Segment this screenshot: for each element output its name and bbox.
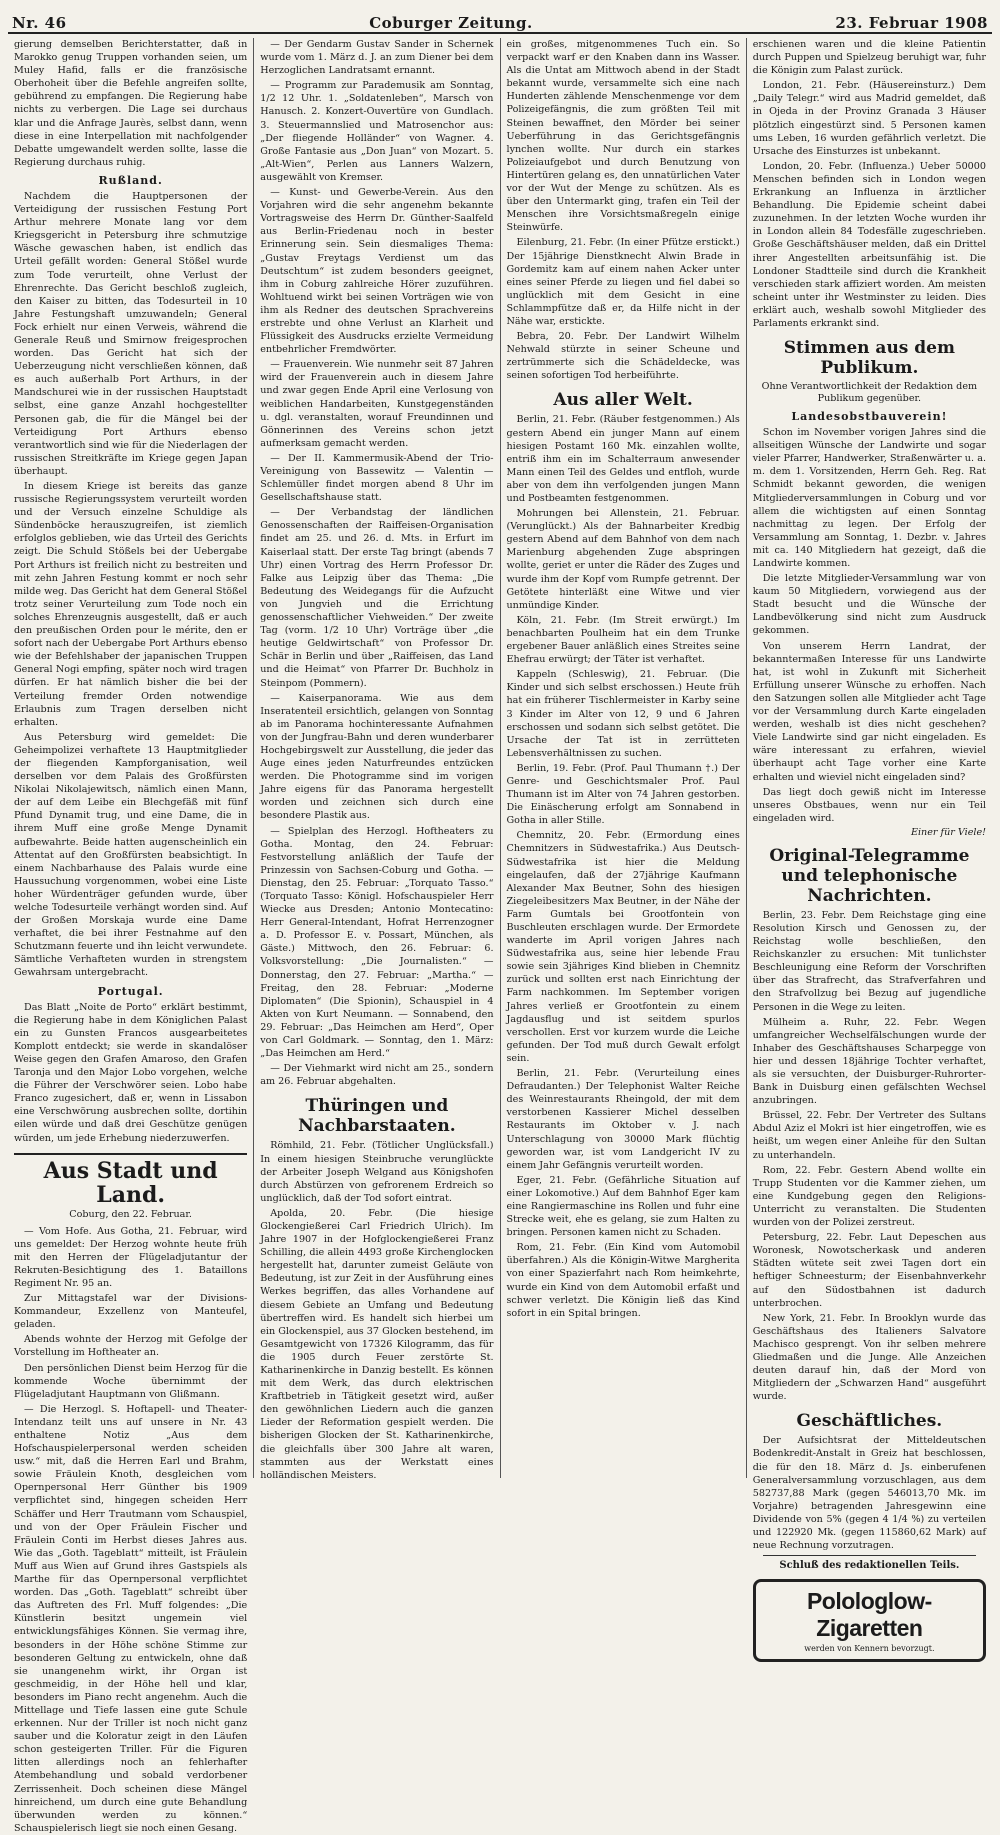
article-text: ein großes, mitgenommenes Tuch ein. So verpackt warf er den Knaben dann ins Wasser. Als die Untat am Mittwoch abend in der Stadt bekannt wurde, versammelte sich eine nach Hunderten zählende Menschenmenge vor dem Polizeigefängnis, die zum größten Teil mit Steinen bewaffnet, den Mörder bei seiner Ueberführung in das Gerichtsgefängnis lynchen wollte. Nur durch ein starkes Polizeiaufgebot und durch Benutzung von Hintertüren gelang es, den unnatürlichen Vater vor der Wut der Menge zu schützen. Als es über den Untermarkt ging, trafen ein Teil der Menschen ihre Vorsichtsmaßregeln einige Steinwürfe.: [506, 39, 740, 234]
article-text: — Programm zur Parademusik am Sonntag, 1/2 12 Uhr. 1. „Soldatenleben“, Marsch von Hanusch. 2. Konzert-Ouvertüre von Gundlach. 3. Steuermannslied und Matrosenchor aus: „Der fliegende Holländer“ von Wagner. 4. Große Fantasie aus „Don Juan“ von Mozart. 5. „Alt-Wien“, Perlen aus Lanners Walzern, ausgewählt von Kremser.: [260, 80, 494, 183]
article-text: Abends wohnte der Herzog mit Gefolge der Vorstellung im Hoftheater an.: [14, 1334, 248, 1359]
article-text: London, 20. Febr. (Influenza.) Ueber 50000 Menschen befinden sich in London wegen Erkrankung an Influenza in ärztlicher Behandlung. Die Epidemie scheint dabei zuzunehmen. In der letzten Woche wurden ihr in London allein 84 Todesfälle zugeschrieben. Große Geschäftshäuser melden, daß ein Drittel ihrer Angestellten arbeitsunfähig ist. Die Londoner Stadtteile sind durch die Krankheit verschieden stark affiziert worden. Am meisten scheint unter ihr Westminster zu leiden. Dies erklärt auch, weshalb sowohl Mitglieder des Parlaments erkrankt sind.: [752, 160, 986, 329]
article-text: Mohrungen bei Allenstein, 21. Februar. (Verunglückt.) Als der Bahnarbeiter Kredbig gestern Abend auf dem Bahnhof von dem nach Marienburg abgehenden Zuge abspringen wollte, geriet er unter die Räder des Zuges und wurde ihm der Kopf vom Rumpfe getrennt. Der Getötete hinterläßt eine Witwe und vier unmündige Kinder.: [506, 508, 740, 611]
article-text: gierung demselben Berichterstatter, daß in Marokko genug Truppen vorhanden seien, um Muley Hafid, falls er die französische Oberhoheit über die Befehle angreifen sollte, gebührend zu empfangen. Die Regierung habe nichts zu verbergen. Die Lage sei durchaus klar und die Anfrage Jaurès, selbst dann, wenn diese in eine Interpellation mit nachfolgender Debatte umgewandelt werden sollte, lasse die Regierung durchaus ruhig.: [14, 39, 248, 168]
section-title: Original-Telegramme und telephonische Nachrichten.: [769, 845, 970, 906]
divider: [763, 1555, 976, 1556]
article-text: Zur Mittagstafel war der Divisions-Kommandeur, Exzellenz von Manteufel, geladen.: [14, 1293, 248, 1331]
article-text: — Frauenverein. Wie nunmehr seit 87 Jahren wird der Frauenverein auch in diesem Jahre und zwar gegen Ende April eine Verlosung von weiblichen Handarbeiten, Kunstgegenständen u. dgl. veranstalten, worauf Freundinnen und Gönnerinnen des Vereins schon jetzt aufmerksam gemacht werden.: [260, 359, 494, 449]
column-4: [747, 38, 992, 1654]
article-text: — Der Verbandstag der ländlichen Genossenschaften der Raiffeisen-Organisation findet am 25. und 26. d. Mts. in Erfurt im Kaiserlaal statt. Der erste Tag bringt (abends 7 Uhr) einen Vortrag des Herrn Professor Dr. Falke aus Leipzig über das Thema: „Die Bedeutung des Weidegangs für die Aufzucht von Jungvieh und die Errichtung genossenschaftlicher Viehweiden.“ Der zweite Tag (vorm. 1/2 10 Uhr) Vorträge über „die heutige Geldwirtschaft“ von Professor Dr. Schär in Berlin und über „Raiffeisen, das Land und die Heimat“ von Pfarrer Dr. Buchholz in Steinpom (Pommern).: [260, 507, 494, 689]
article-text: New York, 21. Febr. In Brooklyn wurde das Geschäftshaus des Italieners Salvatore Machisco gesprengt. Von ihr selben mehrere Gliedmaßen und die Junge. Alle Anzeichen deuten darauf hin, daß der Mord von Mitgliedern der „Schwarzen Hand“ ausgeführt wurde.: [752, 1312, 986, 1403]
article-text: — Vom Hofe. Aus Gotha, 21. Februar, wird uns gemeldet: Der Herzog wohnte heute früh mit den Herren der Flügeladjutantur der Rekruten-Besichtigung des 1. Bataillons Regiment Nr. 95 an.: [14, 1225, 248, 1289]
article-text: erschienen waren und die kleine Patientin durch Puppen und Spielzeug beruhigt war, fuhr die Königin zum Palast zurück.: [752, 39, 986, 77]
article-text: Eger, 21. Febr. (Gefährliche Situation auf einer Lokomotive.) Auf dem Bahnhof Eger kam eine Rangiermaschine ins Rollen und fuhr eine Strecke weit, ehe es gelang, sie zum Halten zu bringen. Personen kamen nicht zu Schaden.: [506, 1174, 740, 1239]
article-text: Chemnitz, 20. Febr. (Ermordung eines Chemnitzers in Südwestafrika.) Aus Deutsch-Südwestafrika ist hier die Meldung eingelaufen, daß der 27jährige Kaufmann Alexander Max Beutner, Sohn des hiesigen Ziegeleibesitzers Max Beutner, in der Nähe der Farm Gumtals bei Grootfontein von Buschleuten erschlagen wurde. Der Ermordete wanderte im April vorigen Jahres nach Südwestafrika aus, seine hier lebende Frau sowie sein 3jähriges Kind blieben in Chemnitz zurück und sollten erst nach Einrichtung der Farm nachkommen. Im September vorigen Jahres verließ er Grootfontein zu einem Jagdausflug und ist seitdem spurlos verschollen. Erst vor kurzem wurde die Leiche gefunden. Der Tod muß durch Gewalt erfolgt sein.: [506, 830, 740, 1064]
newspaper-title: Coburger Zeitung.: [369, 14, 533, 32]
article-text: Petersburg, 22. Febr. Laut Depeschen aus Woronesk, Nowotscherkask und anderen Städten wütete seit zwei Tagen dort ein heftiger Schneesturm; der Eisenbahnverkehr auf den Südostbahnen ist dadurch unterbrochen.: [752, 1232, 986, 1309]
article-text: Brüssel, 22. Febr. Der Vertreter des Sultans Abdul Aziz el Mokri ist hier eingetroffen, wie es heißt, um wegen einer Anleihe für den Sultan zu unterhandeln.: [752, 1110, 986, 1161]
masthead: [8, 6, 992, 34]
article-text: Die letzte Mitglieder-Versammlung war von kaum 50 Mitgliedern, vorwiegend aus der Stadt besucht und die Wünsche der Landbevölkerung sind nicht zum Ausdruck gekommen.: [752, 573, 986, 637]
article-text: Rom, 21. Febr. (Ein Kind vom Automobil überfahren.) Als die Königin-Witwe Margherita von einer Spazierfahrt nach Rom heimkehrte, wurde ein Kind von dem Automobil erfaßt und schwer verletzt. Die Königin ließ das Kind sofort in ein Spital bringen.: [506, 1242, 740, 1319]
article-text: Berlin, 23. Febr. Dem Reichstage ging eine Resolution Kirsch und Genossen zu, der Reichstag wolle beschließen, den Reichskanzler zu ersuchen: Mit tunlichster Beschleunigung eine Reform der Vorschriften über das Strafrecht, das Strafverfahren und den Strafvollzug bei Bezug auf jugendliche Personen in die Wege zu leiten.: [752, 909, 986, 1013]
columns: [8, 38, 992, 1834]
column-3: [501, 38, 747, 1478]
article-text: — Kunst- und Gewerbe-Verein. Aus den Vorjahren wird die sehr angenehm bekannte Vortragsweise des Herrn Dr. Günther-Saalfeld aus Berlin-Friedenau noch in bester Erinnerung sein. Sein diesmaliges Thema: „Gustav Freytags Verdienst um das Deutschtum“ ist zudem besonders geeignet, ihm in Coburg zahlreiche Hörer zuzuführen. Wohltuend wirkt bei seinen Vorträgen wie von ihm als Redner des deutschen Sprachvereins erstrebte und ohne Verlust an Klarheit und Flüssigkeit des Ausdrucks erzielte Vermeidung entbehrlicher Fremdwörter.: [260, 187, 494, 356]
issue-date: 23. Februar 1908: [835, 14, 988, 32]
article-text: Berlin, 21. Febr. (Räuber festgenommen.) Als gestern Abend ein junger Mann auf einem hiesigen Postamt 160 Mk. einzahlen wollte, entriß ihm ein im Schalterraum anwesender Mann einen Teil des Geldes und entfloh, wurde aber von dem ihn verfolgenden jungen Mann und Postbeamten festgenommen.: [506, 414, 740, 504]
section-title: Aus aller Welt.: [553, 390, 693, 411]
article-text: Apolda, 20. Febr. (Die hiesige Glockengießerei Carl Friedrich Ulrich). Im Jahre 1907 in der Hofglockengießerei Franz Schilling, die allein 4493 große Kirchenglocken hergestellt hat, darunter zumeist Geläute von Bedeutung, ist zur Zeit in der Ausführung eines Werkes begriffen, das alles Vorhandene auf diesem Gebiete an Umfang und Bedeutung übertreffen wird. Es handelt sich hierbei um ein Glockenspiel, aus 37 Glocken bestehend, im Gesamtgewicht von 17326 Kilogramm, das für die 1905 durch Feuer zerstörte St. Katharinenkirche in Danzig bestellt. Es können mit dem Werk, das durch elektrischen Kraftbetrieb in Tätigkeit gesetzt wird, außer den gewöhnlichen Liedern auch die ganzen Lieder der Reformation gespielt werden. Die bisherigen Glocken der St. Katharinenkirche, die gleichfalls über 300 Jahre alt waren, stammten aus der Werkstatt eines holländischen Meisters.: [260, 1207, 494, 1481]
column-1: [8, 38, 254, 1834]
article-text: — Der II. Kammermusik-Abend der Trio-Vereinigung von Bassewitz — Valentin — Schlemüller findet morgen abend 8 Uhr im Gesellschaftshause statt.: [260, 452, 494, 504]
ad-brand: Polologlow-Zigaretten: [806, 1588, 932, 1642]
article-text: — Die Herzogl. S. Hoftapell- und Theater-Intendanz teilt uns auf unsere in Nr. 43 enthaltene Notiz „Aus dem Hofschauspielerpersonal werden scheiden usw.“ mit, daß die Herren Earl und Brahm, sowie Fräulein Knoth, desgleichen vom Opernpersonal Herr Günther bis 1909 verpflichtet sind, hingegen scheiden Herr Schäffer und Herr Trautmann vom Schauspiel, und von der Oper Fräulein Fischer und Fräulein Conti im Herbst dieses Jahres aus. Wie das „Goth. Tageblatt“ mitteilt, ist Fräulein Muff aus Wien auf Grund ihres Gastspiels als Marthe für das Opernpersonal verpflichtet worden. Das „Goth. Tageblatt“ schreibt über das Auftreten des Frl. Muff folgendes: „Die Künstlerin besitzt ungemein viel entwicklungsfähiges Können. Sie vermag ihre, besonders in der Höhe schöne Stimme zur besonderen Geltung zu entwickeln, ohne daß sie unangenehm wirkt, ihr Organ ist geschmeidig, in der Höhe hell und klar, besonders im Piano recht angenehm. Auch die Mittellage und Tiefe lassen eine gute Schule erkennen. Nur der Triller ist noch nicht ganz sauber und die Koloratur zeigt in den Läufen schon gesteigerten Triller. Für die Figuren litten allerdings noch an fehlerhafter Atembehandlung und sobald verdorbener Zerrissenheit. Doch scheinen diese Mängel hinreichend, um durch eine gute Behandlung überwunden werden zu können.“ Schauspielerisch liegt sie noch einen Gesang.: [14, 1403, 248, 1834]
article-text: London, 21. Febr. (Häusereinsturz.) Dem „Daily Telegr.“ wird aus Madrid gemeldet, daß in Ojeda in der Provinz Granada 3 Häuser plötzlich eingestürzt sind. 5 Personen kamen ums Leben, 16 wurden gefährlich verletzt. Die Ursache des Einsturzes ist unbekannt.: [752, 80, 986, 157]
advertisement: [753, 1579, 986, 1662]
article-text: Aus Petersburg wird gemeldet: Die Geheimpolizei verhaftete 13 Hauptmitglieder der fliegenden Kampforganisation, weil derselben vor dem Palais des Großfürsten Nikolai Nikolajewitsch, nämlich einen Mann, der auf dem Leibe ein Blechgefäß mit fünf Pfund Dynamit trug, und eine Dame, die in ihrem Muff eine große Menge Dynamit aufbewahrte. Beide hatten augenscheinlich ein Attentat auf den Großfürsten beabsichtigt. In einem Nachbarhause des Palais wurde eine Haussuchung vorgenommen, wobei eine Liste hoher Würdenträger gefunden wurde, über welche Todesurteile verhängt worden sind. Auf der Großen Morskaja wurde eine Dame verhaftet, die bei ihrer Festnahme auf den Schutzmann feuerte und ihn leicht verwundete. Sämtliche Verhafteten wurden in strengstem Gewahrsam untergebracht.: [14, 731, 248, 979]
article-text: Berlin, 19. Febr. (Prof. Paul Thumann †.) Der Genre- und Geschichtsmaler Prof. Paul Thumann ist im Alter von 74 Jahren gestorben. Die Einäscherung erfolgt am Sonnabend in Gotha in aller Stille.: [506, 762, 740, 827]
article-text: Der Aufsichtsrat der Mitteldeutschen Bodenkredit-Anstalt in Greiz hat beschlossen, die für den 18. März d. Js. einberufenen Generalversammlung vorzuschlagen, aus dem 582737,88 Mark (gegen 546013,70 Mk. im Vorjahre) betragenden Jahresgewinn eine Dividende von 5% (gegen 4 1/4 %) zu verteilen und 122920 Mk. (gegen 115860,62 Mark) auf neue Rechnung vorzutragen.: [752, 1435, 986, 1552]
section-title: Thüringen und Nachbarstaaten.: [298, 1096, 456, 1137]
section-subtitle: Ohne Verantwortlichkeit der Redaktion dem Publikum gegenüber.: [761, 381, 978, 405]
column-2: [254, 38, 500, 1481]
section-heading: Portugal.: [97, 984, 164, 998]
article-text: — Spielplan des Herzogl. Hoftheaters zu Gotha. Montag, den 24. Februar: Festvorstellung anläßlich der Taufe der Prinzessin von Sachsen-Coburg und Gotha. — Dienstag, den 25. Februar: „Torquato Tasso.“ (Torquato Tasso: Königl. Hofschauspieler Herr Wiecke aus Dresden; Antonio Montecatino: Herr General-Intendant, Hofrat Herrenzogner a. D. Professor E. v. Possart, München, als Gäste.) Mittwoch, den 26. Februar: 6. Volksvorstellung: „Die Journalisten.“ — Donnerstag, den 27. Februar: „Martha.“ — Freitag, den 28. Februar: „Moderne Diplomaten“ (Die Spionin), Schauspiel in 4 Akten von Kurt Neumann. — Sonnabend, den 29. Februar: „Das Heimchen am Herd“, Oper von Carl Goldmark. — Sonntag, den 1. März: „Das Heimchen am Herd.“: [260, 825, 494, 1060]
article-text: Berlin, 21. Febr. (Verurteilung eines Defraudanten.) Der Telephonist Walter Reiche des Weinrestaurants Rheingold, der mit dem verstorbenen Kassierer Michel desselben Restaurants im Oktober v. J. nach Unterschlagung von 30000 Mark flüchtig geworden war, ist vom Landgericht IV zu einem Jahr Gefängnis verurteilt worden.: [506, 1068, 740, 1171]
article-text: — Der Viehmarkt wird nicht am 25., sondern am 26. Februar abgehalten.: [260, 1063, 494, 1088]
dateline: Coburg, den 22. Februar.: [69, 1208, 192, 1220]
letter-signature: Einer für Viele!: [910, 826, 986, 838]
section-title: Geschäftliches.: [796, 1411, 943, 1432]
article-text: Schon im November vorigen Jahres sind die allseitigen Wünsche der Landwirte und sogar vieler Pfarrer, Handwerker, Straßenwärter u. a. m. dem 1. Vorsitzenden, Herrn Geh. Reg. Rat Schmidt bekannt geworden, die wenigen Mitgliederversammlungen in Coburg und vor allem die wichtigsten auf einen Sonntag nachmittag zu legen. Der Erfolg der Versammlung am Sonntag, 1. Dezbr. v. Jahres mit ca. 140 Mitgliedern hat gezeigt, daß die Landwirte kommen.: [752, 427, 986, 569]
article-text: — Der Gendarm Gustav Sander in Schernek wurde vom 1. März d. J. an zum Diener bei dem Herzoglichen Landratsamt ernannt.: [260, 39, 494, 77]
article-text: Römhild, 21. Febr. (Tötlicher Unglücksfall.) In einem hiesigen Steinbruche verunglückte der Arbeiter Joseph Welgand aus Königshofen durch Abstürzen von gefrorenem Erdreich so unglücklich, daß der Tod sofort eintrat.: [260, 1140, 494, 1204]
article-text: Den persönlichen Dienst beim Herzog für die kommende Woche übernimmt der Flügeladjutant Hauptmann von Glißmann.: [14, 1362, 248, 1400]
letter-heading: Landesobstbauverein!: [791, 410, 948, 424]
article-text: Köln, 21. Febr. (Im Streit erwürgt.) Im benachbarten Poulheim hat ein dem Trunke ergebener Bauer anläßlich eines Streites seine Ehefrau erwürgt; der Täter ist verhaftet.: [506, 614, 740, 666]
section-heading: Rußland.: [98, 173, 163, 187]
article-text: In diesem Kriege ist bereits das ganze russische Regierungssystem verurteilt worden und der Versuch einzelne Schuldige als Sündenböcke herauszugreifen, ist ziemlich erfolglos geblieben, wie das Urteil des Gerichts zeigt. Die Schuld Stößels bei der Uebergabe Port Arthurs ist freilich nicht zu bestreiten und mit zehn Jahren Festung kommt er noch sehr milde weg. Das Gericht hat dem General Stößel trotz seiner Verurteilung zum Tode noch ein solches Ehrenzeugnis ausgestellt, daß er auch den preußischen Orden pour le mérite, den er sofort nach der Uebergabe Port Arthurs ebenso wie der Befehlshaber der japanischen Truppen General Nogi empfing, später noch wird tragen dürfen. Er hat nämlich bisher die bei der Verteilung fremder Orden notwendige Erlaubnis zum Tragen derselben nicht erhalten.: [14, 481, 248, 728]
article-text: Kappeln (Schleswig), 21. Februar. (Die Kinder und sich selbst erschossen.) Heute früh hat ein früherer Tischlermeister in Karby seine 3 Kinder im Alter von 12, 9 und 6 Jahren erschossen und sodann sich selbst getötet. Die Ursache der Tat ist in zerrütteten Lebensverhältnissen zu suchen.: [506, 669, 740, 759]
section-title: Stimmen aus dem Publikum.: [783, 338, 955, 379]
page-number: Nr. 46: [12, 14, 67, 32]
article-text: Rom, 22. Febr. Gestern Abend wollte ein Trupp Studenten vor die Kammer ziehen, um eine Kundgebung gegen den Religions-Unterricht zu veranstalten. Die Studenten wurden von der Polizei zerstreut.: [752, 1164, 986, 1229]
article-text: Das liegt doch gewiß nicht im Interesse unseres Obstbaues, wenn nur ein Teil eingeladen wird.: [752, 786, 986, 824]
section-title: Aus Stadt und Land.: [14, 1153, 247, 1207]
ad-tagline: werden von Kennern bevorzugt.: [804, 1644, 935, 1654]
article-text: Von unserem Herrn Landrat, der bekanntermaßen Interesse für uns Landwirte hat, ist wohl in Zukunft mit Sicherheit Erfüllung unserer Wünsche zu erhoffen. Nach den Satzungen sollen alle Mitglieder acht Tage vor der Versammlung durch Karte eingeladen werden, weshalb ist dies nicht geschehen? Viele Landwirte sind gar nicht eingeladen. Es wäre interessant zu erfahren, wieviel überhaupt acht Tage vorher eine Karte erhalten und wieviel nicht eingeladen sind?: [752, 640, 986, 783]
end-of-editorial: Schluß des redaktionellen Teils.: [779, 1560, 960, 1572]
article-text: Das Blatt „Noite de Porto“ erklärt bestimmt, die Regierung habe in dem Königlichen Palast ein zu Gunsten Francos ausgearbeitetes Komplott entdeckt; sie werde in skandalöser Weise gegen den Grafen Amaroso, den Grafen Taronja und den Major Lobo vorgehen, welche die Führer der Verschwörer seien. Lobo habe Franco zugesichert, daß er, wenn in Lissabon eine Verschwörung ausbrechen sollte, dortihin eilen würde und daß drei Geschütze genügen würden, um jede Erhebung niederzuwerfen.: [14, 1001, 248, 1144]
article-text: Eilenburg, 21. Febr. (In einer Pfütze erstickt.) Der 15jährige Dienstknecht Alwin Brade in Gordemitz kam auf einem nahen Acker unter eines seiner Pferde zu liegen und fiel dabei so unglücklich mit dem Gesicht in eine Schlammpfütze daß er, da Hilfe nicht in der Nähe war, erstickte.: [506, 237, 740, 327]
article-text: Mülheim a. Ruhr, 22. Febr. Wegen umfangreicher Wechselfälschungen wurde der Inhaber des Geschäftshauses Scharpegge von hier und dessen 18jährige Tochter verhaftet, als sie versuchten, der Duisburger-Ruhrorter-Bank in Duisburg einen gefälschten Wechsel anzubringen.: [752, 1016, 986, 1107]
article-text: Nachdem die Hauptpersonen der Verteidigung der russischen Festung Port Arthur mehrere Monate lang vor dem Kriegsgericht in Petersburg ihre schmutzige Wäsche gewaschen haben, ist endlich das Urteil gefällt worden: General Stößel wurde zum Tode verurteilt, ohne Verlust der Ehrenrechte. Das Gericht beschloß zugleich, den Kaiser zu bitten, das Todesurteil in 10 Jahre Festungshaft umzuwandeln; General Fock erhielt nur einen Verweis, während die Generale Reuß und Smirnow freigesprochen worden. Das Gericht hat sich der Ueberzeugung nicht verschließen können, daß es auch außerhalb Port Arthurs, in der Mandschurei wie in der russischen Hauptstadt selbst, eine ganze Anzahl hochgestellter Personen gab, die für die Mängel bei der Verteidigung Port Arthurs ebenso verantwortlich sind wie für die Niederlagen der russischen Streitkräfte im Kriege gegen Japan überhaupt.: [14, 190, 248, 477]
article-text: — Kaiserpanorama. Wie aus dem Inseratenteil ersichtlich, gelangen von Sonntag ab im Panorama hochinteressante Aufnahmen von der Jungfrau-Bahn und deren wunderbarer Hochgebirgswelt zur Ausstellung, die jeder das Auge eines jeden Naturfreundes entzücken werden. Die Photogramme sind im vorigen Jahre eigens für das Panorama hergestellt worden und zeichnen sich durch eine besondere Plastik aus.: [260, 692, 494, 822]
article-text: Bebra, 20. Febr. Der Landwirt Wilhelm Nehwald stürzte in seiner Scheune und zertrümmerte sich die Schädeldecke, was seinen sofortigen Tod herbeiführte.: [506, 331, 740, 382]
